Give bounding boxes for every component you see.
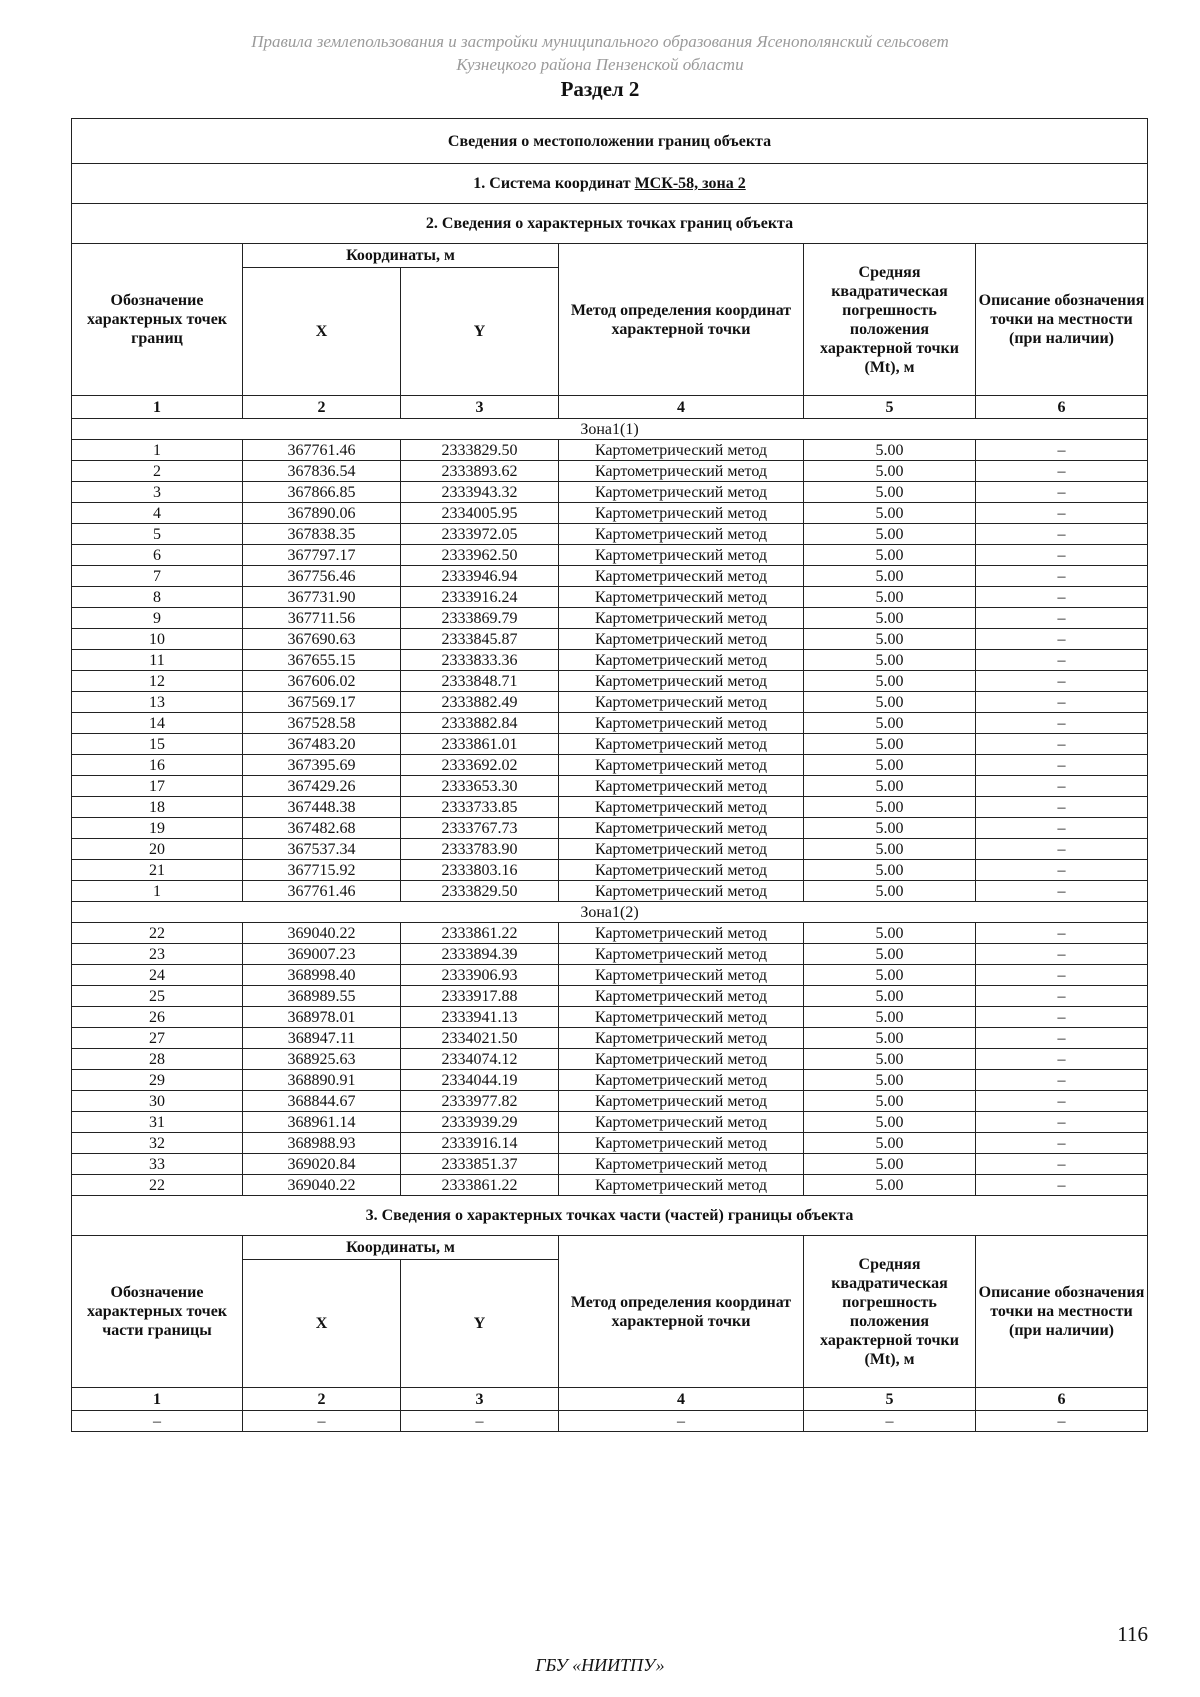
table-cell: 369040.22: [243, 923, 401, 944]
table-cell: 369040.22: [243, 1175, 401, 1196]
table-title: Сведения о местоположении границ объекта: [72, 119, 1148, 164]
table-cell: 2333917.88: [401, 986, 559, 1007]
col-number: 5: [804, 396, 976, 419]
table-row: [72, 650, 1148, 671]
table-cell: 367429.26: [243, 776, 401, 797]
table-cell: 2333861.01: [401, 734, 559, 755]
table-cell: 2: [72, 461, 243, 482]
table-cell: –: [976, 839, 1148, 860]
table-cell: 5.00: [804, 881, 976, 902]
table-cell: 1: [72, 440, 243, 461]
table-row: [72, 587, 1148, 608]
table-cell: 14: [72, 713, 243, 734]
table-cell: –: [72, 1411, 243, 1432]
table-cell: 2333733.85: [401, 797, 559, 818]
table-cell: –: [976, 587, 1148, 608]
table-cell: 2333803.16: [401, 860, 559, 881]
table-cell: 367761.46: [243, 440, 401, 461]
table-cell: 5.00: [804, 713, 976, 734]
col-header-x: X: [243, 268, 401, 396]
zone-label: Зона1(1): [72, 419, 1148, 440]
table-cell: –: [976, 1091, 1148, 1112]
col-header-desc: Описание обозначения точки на местности (при наличии): [976, 244, 1148, 396]
table-cell: Картометрический метод: [559, 1154, 804, 1175]
table-cell: 20: [72, 839, 243, 860]
table-cell: 367448.38: [243, 797, 401, 818]
table-cell: Картометрический метод: [559, 608, 804, 629]
table-cell: –: [976, 1154, 1148, 1175]
table-cell: –: [976, 776, 1148, 797]
table-cell: –: [976, 629, 1148, 650]
table-cell: 5.00: [804, 965, 976, 986]
table-cell: 10: [72, 629, 243, 650]
table-cell: 367797.17: [243, 545, 401, 566]
table-cell: 368925.63: [243, 1049, 401, 1070]
table-cell: 31: [72, 1112, 243, 1133]
zone-label: Зона1(2): [72, 902, 1148, 923]
col-header-coords: Координаты, м: [243, 1236, 559, 1260]
col-number: 1: [72, 396, 243, 419]
table-cell: Картометрический метод: [559, 1070, 804, 1091]
table-cell: 6: [72, 545, 243, 566]
table-cell: –: [976, 482, 1148, 503]
table-cell: –: [976, 503, 1148, 524]
table-cell: 25: [72, 986, 243, 1007]
table-cell: 367606.02: [243, 671, 401, 692]
table-cell: 369007.23: [243, 944, 401, 965]
table-cell: Картометрический метод: [559, 461, 804, 482]
table-cell: 2333894.39: [401, 944, 559, 965]
table-cell: 2333653.30: [401, 776, 559, 797]
table-cell: Картометрический метод: [559, 1133, 804, 1154]
table-cell: 2334021.50: [401, 1028, 559, 1049]
table-cell: Картометрический метод: [559, 923, 804, 944]
table-cell: 367756.46: [243, 566, 401, 587]
table-row: [72, 440, 1148, 461]
table-cell: –: [976, 734, 1148, 755]
table-cell: Картометрический метод: [559, 734, 804, 755]
col-number: 2: [243, 396, 401, 419]
table-row: [72, 713, 1148, 734]
table-cell: 2333783.90: [401, 839, 559, 860]
table-cell: 2333962.50: [401, 545, 559, 566]
col-header-y: Y: [401, 268, 559, 396]
table-cell: 18: [72, 797, 243, 818]
page-footer: ГБУ «НИИТПУ»: [535, 1655, 665, 1675]
column-number-row: [72, 1388, 1148, 1411]
col-header-desc: Описание обозначения точки на местности (при наличии): [976, 1236, 1148, 1388]
table-cell: 5.00: [804, 1175, 976, 1196]
table-cell: Картометрический метод: [559, 818, 804, 839]
table-cell: 5.00: [804, 818, 976, 839]
table-cell: 11: [72, 650, 243, 671]
table-cell: –: [976, 818, 1148, 839]
table-cell: 5.00: [804, 692, 976, 713]
table-cell: 17: [72, 776, 243, 797]
col-number: 4: [559, 396, 804, 419]
table-cell: 2333767.73: [401, 818, 559, 839]
table-cell: Картометрический метод: [559, 482, 804, 503]
table-cell: –: [976, 566, 1148, 587]
table-cell: Картометрический метод: [559, 986, 804, 1007]
table-cell: Картометрический метод: [559, 839, 804, 860]
table-row: [72, 881, 1148, 902]
table-cell: Картометрический метод: [559, 860, 804, 881]
table-cell: –: [976, 1411, 1148, 1432]
table-cell: 4: [72, 503, 243, 524]
table-cell: 2333943.32: [401, 482, 559, 503]
table-cell: 22: [72, 1175, 243, 1196]
table-row: [72, 1007, 1148, 1028]
table-cell: 2333829.50: [401, 440, 559, 461]
table-row: [72, 461, 1148, 482]
table-cell: 367655.15: [243, 650, 401, 671]
table-cell: Картометрический метод: [559, 1049, 804, 1070]
table-row: [72, 986, 1148, 1007]
table-cell: 367482.68: [243, 818, 401, 839]
table-cell: –: [976, 461, 1148, 482]
table-row: [72, 860, 1148, 881]
table-cell: –: [976, 1028, 1148, 1049]
table-cell: 2333861.22: [401, 1175, 559, 1196]
table-row: [72, 776, 1148, 797]
running-header-line1: Правила землепользования и застройки муниципального образования Ясенополянский сельсовет: [251, 32, 949, 51]
table-cell: 2333845.87: [401, 629, 559, 650]
table-cell: 368844.67: [243, 1091, 401, 1112]
table-cell: 2333946.94: [401, 566, 559, 587]
table-cell: 2334074.12: [401, 1049, 559, 1070]
table-cell: –: [976, 1133, 1148, 1154]
table-cell: 33: [72, 1154, 243, 1175]
table-cell: 21: [72, 860, 243, 881]
table-row: [72, 524, 1148, 545]
running-header: [0, 30, 1200, 76]
col-header-error: Средняя квадратическая погрешность положения характерной точки (Mt), м: [804, 1236, 976, 1388]
table-cell: 2334005.95: [401, 503, 559, 524]
table-cell: 5.00: [804, 776, 976, 797]
table-cell: 5.00: [804, 503, 976, 524]
table-cell: 29: [72, 1070, 243, 1091]
table-cell: 5: [72, 524, 243, 545]
col-number: 4: [559, 1388, 804, 1411]
table-cell: Картометрический метод: [559, 566, 804, 587]
table-cell: Картометрический метод: [559, 545, 804, 566]
section3-title: 3. Сведения о характерных точках части (частей) границы объекта: [72, 1196, 1148, 1236]
table-cell: 367483.20: [243, 734, 401, 755]
table-cell: 367838.35: [243, 524, 401, 545]
table-cell: Картометрический метод: [559, 965, 804, 986]
table-cell: Картометрический метод: [559, 944, 804, 965]
boundary-table: [71, 118, 1148, 1432]
table-cell: 2333941.13: [401, 1007, 559, 1028]
table-row: [72, 797, 1148, 818]
col-header-error: Средняя квадратическая погрешность положения характерной точки (Mt), м: [804, 244, 976, 396]
table-cell: –: [401, 1411, 559, 1432]
table-cell: 2333977.82: [401, 1091, 559, 1112]
col-header-method: Метод определения координат характерной точки: [559, 244, 804, 396]
table-cell: –: [976, 1070, 1148, 1091]
table-row: [72, 692, 1148, 713]
table-cell: 5.00: [804, 839, 976, 860]
table-cell: 5.00: [804, 734, 976, 755]
table-row: [72, 965, 1148, 986]
table-cell: –: [976, 965, 1148, 986]
table-row: [72, 1133, 1148, 1154]
table-cell: –: [976, 524, 1148, 545]
table-cell: 368947.11: [243, 1028, 401, 1049]
table-cell: –: [976, 1112, 1148, 1133]
table-cell: –: [976, 944, 1148, 965]
col-number: 6: [976, 1388, 1148, 1411]
table-cell: –: [976, 650, 1148, 671]
table-cell: Картометрический метод: [559, 1112, 804, 1133]
table-cell: Картометрический метод: [559, 1175, 804, 1196]
table-row: [72, 1175, 1148, 1196]
table-cell: 5.00: [804, 1070, 976, 1091]
coord-system: [72, 164, 1148, 204]
table-cell: 368890.91: [243, 1070, 401, 1091]
table-cell: 5.00: [804, 923, 976, 944]
table-cell: –: [976, 545, 1148, 566]
table-cell: Картометрический метод: [559, 650, 804, 671]
table-cell: 368989.55: [243, 986, 401, 1007]
table-cell: 2333916.14: [401, 1133, 559, 1154]
table-cell: 22: [72, 923, 243, 944]
table-cell: Картометрический метод: [559, 881, 804, 902]
table-row: [72, 1112, 1148, 1133]
col-header-coords: Координаты, м: [243, 244, 559, 268]
table-cell: –: [976, 755, 1148, 776]
table-cell: 367395.69: [243, 755, 401, 776]
table-cell: 367569.17: [243, 692, 401, 713]
table-cell: 12: [72, 671, 243, 692]
table-cell: 5.00: [804, 1133, 976, 1154]
table-cell: –: [976, 1175, 1148, 1196]
column-number-row: [72, 396, 1148, 419]
table-cell: 2333939.29: [401, 1112, 559, 1133]
table-cell: 13: [72, 692, 243, 713]
table-row: [72, 818, 1148, 839]
table-cell: 5.00: [804, 1028, 976, 1049]
table-cell: 368978.01: [243, 1007, 401, 1028]
table-cell: 367890.06: [243, 503, 401, 524]
table-row: [72, 545, 1148, 566]
table-cell: –: [976, 692, 1148, 713]
table-cell: –: [976, 923, 1148, 944]
table-cell: 16: [72, 755, 243, 776]
table-cell: Картометрический метод: [559, 755, 804, 776]
table-cell: Картометрический метод: [559, 1028, 804, 1049]
table-cell: 368988.93: [243, 1133, 401, 1154]
table-cell: –: [243, 1411, 401, 1432]
table-cell: 5.00: [804, 524, 976, 545]
table-cell: 5.00: [804, 608, 976, 629]
table-cell: 9: [72, 608, 243, 629]
table-cell: 2333916.24: [401, 587, 559, 608]
table-cell: 5.00: [804, 440, 976, 461]
page-number: 116: [1117, 1622, 1148, 1646]
table-cell: 5.00: [804, 860, 976, 881]
table-row: [72, 503, 1148, 524]
table-cell: 5.00: [804, 1007, 976, 1028]
table-cell: 24: [72, 965, 243, 986]
table-cell: –: [976, 797, 1148, 818]
table-cell: 26: [72, 1007, 243, 1028]
table-cell: 2333829.50: [401, 881, 559, 902]
table-row: [72, 671, 1148, 692]
col-number: 2: [243, 1388, 401, 1411]
table-row: [72, 1028, 1148, 1049]
table-cell: 5.00: [804, 1091, 976, 1112]
col-header-x: X: [243, 1260, 401, 1388]
col-header-points: Обозначение характерных точек границ: [72, 244, 243, 396]
col-header-part-points: Обозначение характерных точек части границы: [72, 1236, 243, 1388]
table-cell: Картометрический метод: [559, 692, 804, 713]
table-cell: 8: [72, 587, 243, 608]
table-cell: 367836.54: [243, 461, 401, 482]
section-title: Раздел 2: [560, 77, 640, 101]
table-row: [72, 734, 1148, 755]
col-header-method: Метод определения координат характерной точки: [559, 1236, 804, 1388]
col-number: 6: [976, 396, 1148, 419]
table-cell: 3: [72, 482, 243, 503]
table-cell: –: [559, 1411, 804, 1432]
table-cell: –: [804, 1411, 976, 1432]
table-cell: 367537.34: [243, 839, 401, 860]
table-cell: Картометрический метод: [559, 713, 804, 734]
table-cell: 367528.58: [243, 713, 401, 734]
table-cell: –: [976, 608, 1148, 629]
table-cell: 2333882.84: [401, 713, 559, 734]
table-cell: 1: [72, 881, 243, 902]
table-cell: –: [976, 671, 1148, 692]
table-cell: 5.00: [804, 545, 976, 566]
table-cell: 2333692.02: [401, 755, 559, 776]
col-number: 1: [72, 1388, 243, 1411]
table-row: [72, 755, 1148, 776]
table-row: [72, 944, 1148, 965]
section2-title: 2. Сведения о характерных точках границ объекта: [72, 204, 1148, 244]
table-cell: 5.00: [804, 629, 976, 650]
col-header-y: Y: [401, 1260, 559, 1388]
table-cell: 368961.14: [243, 1112, 401, 1133]
table-cell: 2333882.49: [401, 692, 559, 713]
table-cell: –: [976, 713, 1148, 734]
table-cell: 19: [72, 818, 243, 839]
col-number: 5: [804, 1388, 976, 1411]
table-row: [72, 839, 1148, 860]
coord-system-label: 1. Система координат: [473, 175, 635, 192]
table-cell: 5.00: [804, 944, 976, 965]
table-cell: Картометрический метод: [559, 797, 804, 818]
table-cell: 5.00: [804, 461, 976, 482]
table-cell: 32: [72, 1133, 243, 1154]
table-row: [72, 629, 1148, 650]
col-number: 3: [401, 1388, 559, 1411]
table-cell: 5.00: [804, 986, 976, 1007]
table-cell: 5.00: [804, 755, 976, 776]
table-cell: 30: [72, 1091, 243, 1112]
coord-system-value: МСК-58, зона 2: [634, 175, 746, 192]
table-cell: 2334044.19: [401, 1070, 559, 1091]
table-cell: 5.00: [804, 482, 976, 503]
table-cell: 5.00: [804, 587, 976, 608]
table-row: [72, 482, 1148, 503]
table-cell: 2333861.22: [401, 923, 559, 944]
table-cell: Картометрический метод: [559, 629, 804, 650]
table-cell: Картометрический метод: [559, 671, 804, 692]
table-cell: –: [976, 986, 1148, 1007]
table-cell: 23: [72, 944, 243, 965]
table-cell: 2333833.36: [401, 650, 559, 671]
table-cell: Картометрический метод: [559, 1091, 804, 1112]
table-cell: 367866.85: [243, 482, 401, 503]
table-cell: 367715.92: [243, 860, 401, 881]
table-cell: Картометрический метод: [559, 440, 804, 461]
table-cell: 2333972.05: [401, 524, 559, 545]
table-cell: 2333848.71: [401, 671, 559, 692]
table-cell: 369020.84: [243, 1154, 401, 1175]
table-cell: 7: [72, 566, 243, 587]
table-row: [72, 608, 1148, 629]
table-cell: Картометрический метод: [559, 587, 804, 608]
table-cell: 5.00: [804, 671, 976, 692]
table-cell: 5.00: [804, 1049, 976, 1070]
table-cell: 5.00: [804, 566, 976, 587]
table-cell: 2333851.37: [401, 1154, 559, 1175]
table-cell: 2333906.93: [401, 965, 559, 986]
table-cell: Картометрический метод: [559, 503, 804, 524]
table-row: [72, 1154, 1148, 1175]
table-cell: 5.00: [804, 797, 976, 818]
table-cell: 368998.40: [243, 965, 401, 986]
table-cell: 15: [72, 734, 243, 755]
table-cell: Картометрический метод: [559, 524, 804, 545]
table-cell: 367690.63: [243, 629, 401, 650]
table-row: [72, 1091, 1148, 1112]
table-row: [72, 923, 1148, 944]
table-cell: 367761.46: [243, 881, 401, 902]
table-cell: –: [976, 881, 1148, 902]
table-cell: 2333869.79: [401, 608, 559, 629]
table-cell: –: [976, 860, 1148, 881]
running-header-line2: Кузнецкого района Пензенской области: [456, 55, 744, 74]
table-cell: 27: [72, 1028, 243, 1049]
col-number: 3: [401, 396, 559, 419]
table-row: [72, 1049, 1148, 1070]
table-cell: 5.00: [804, 650, 976, 671]
table-row: [72, 1070, 1148, 1091]
table-cell: –: [976, 440, 1148, 461]
table-cell: 5.00: [804, 1154, 976, 1175]
table-cell: 367711.56: [243, 608, 401, 629]
table-cell: 28: [72, 1049, 243, 1070]
table-row: [72, 566, 1148, 587]
table-cell: 2333893.62: [401, 461, 559, 482]
table-row: [72, 1411, 1148, 1432]
table-cell: –: [976, 1049, 1148, 1070]
table-cell: 367731.90: [243, 587, 401, 608]
table-cell: –: [976, 1007, 1148, 1028]
table-cell: Картометрический метод: [559, 776, 804, 797]
table-cell: 5.00: [804, 1112, 976, 1133]
table-cell: Картометрический метод: [559, 1007, 804, 1028]
